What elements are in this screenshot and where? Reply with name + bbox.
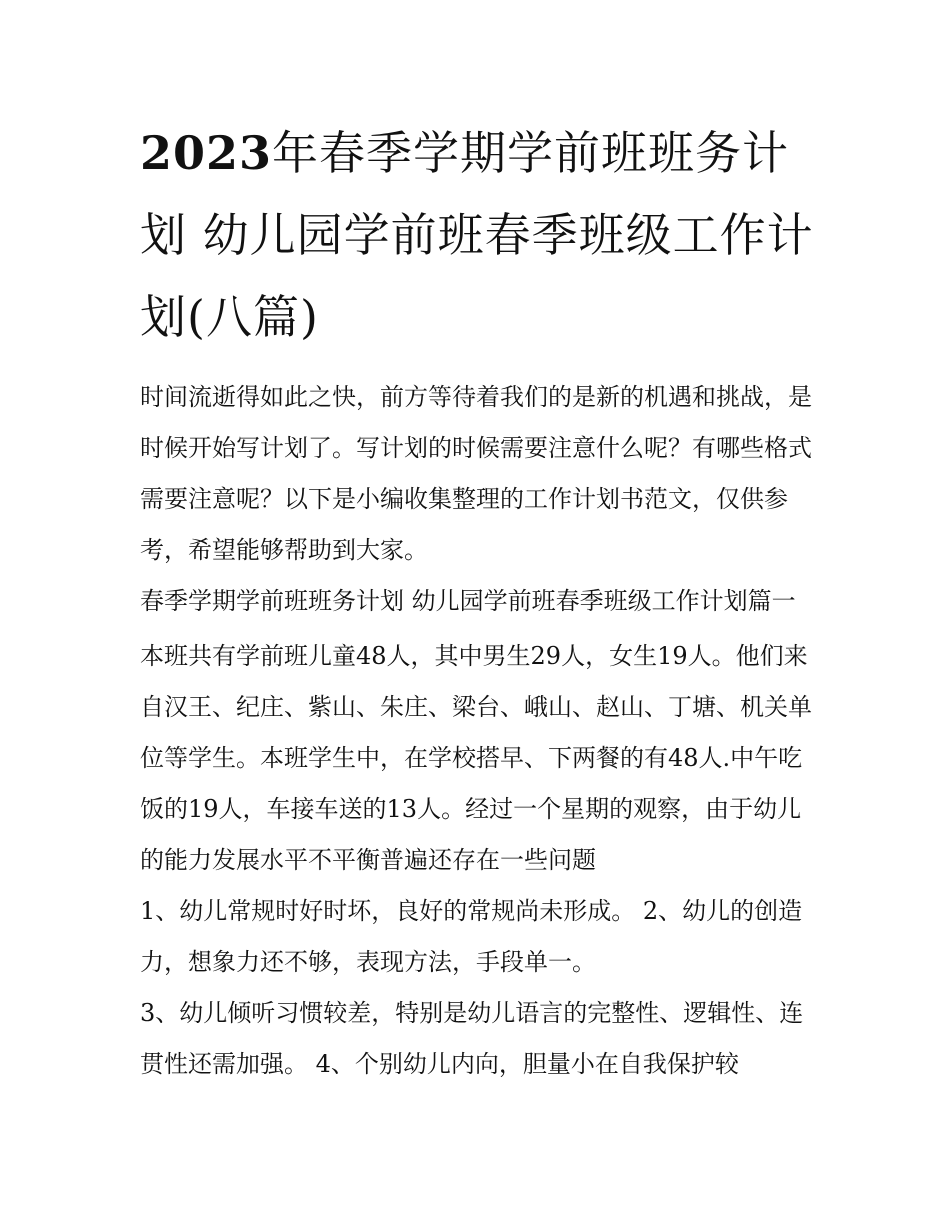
section-heading: 春季学期学前班班务计划 幼儿园学前班春季班级工作计划篇一	[140, 587, 796, 615]
intro-paragraph: 时间流逝得如此之快，前方等待着我们的是新的机遇和挑战，是时候开始写计划了。写计划的时候需要注意什么呢？有哪些格式需要注意呢？以下是小编收集整理的工作计划书范文，仅供参考，希望能够帮助到大家。	[140, 383, 812, 564]
body-paragraph: 3、幼儿倾听习惯较差，特别是幼儿语言的完整性、逻辑性、连贯性还需加强。 4、个别幼儿内向，胆量小在自我保护较	[140, 999, 804, 1078]
body-paragraph: 1、幼儿常规时好时坏，良好的常规尚未形成。 2、幼儿的创造力，想象力还不够，表现方法，手段单一。	[140, 897, 803, 976]
document-title	[140, 112, 820, 358]
document-page	[140, 112, 820, 1090]
title-year: 2023	[140, 126, 273, 180]
title-text: 年春季学期学前班班务计划 幼儿园学前班春季班级工作计划(八篇)	[140, 126, 814, 344]
body-paragraph: 本班共有学前班儿童48人，其中男生29人，女生19人。他们来自汉王、纪庄、紫山、朱庄、梁台、峨山、赵山、丁塘、机关单位等学生。本班学生中，在学校搭早、下两餐的有48人.中午吃饭的19人，车接车送的13人。经过一个星期的观察，由于幼儿的能力发展水平不平衡普遍还存在一些问题	[140, 642, 812, 874]
